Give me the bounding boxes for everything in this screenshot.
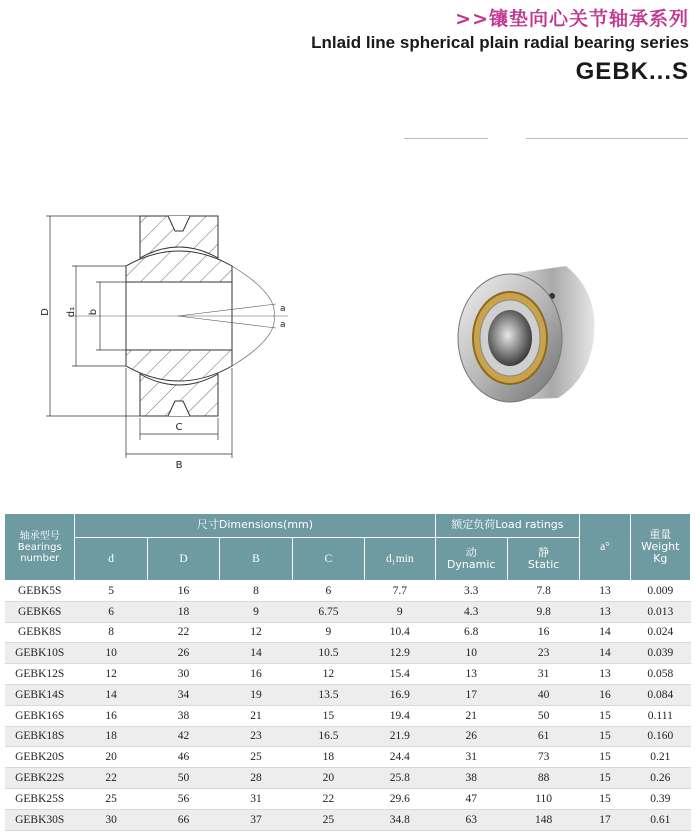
cell-bearing-number: GEBK14S xyxy=(5,684,75,705)
table-row xyxy=(5,581,691,602)
cell-C: 25 xyxy=(292,809,364,830)
cell-weight: 0.111 xyxy=(630,705,690,726)
cell-angle: 13 xyxy=(580,601,630,622)
label-B: B xyxy=(175,460,183,471)
table-row xyxy=(5,768,691,789)
cell-dynamic: 47 xyxy=(435,788,507,809)
series-code: GEBK...S xyxy=(575,58,689,85)
header-bearing-number-cn: 轴承型号 xyxy=(19,530,60,542)
cell-weight: 0.39 xyxy=(630,788,690,809)
cell-d: 22 xyxy=(75,768,147,789)
header-D: D xyxy=(147,538,219,581)
table-row xyxy=(5,705,691,726)
cell-D: 22 xyxy=(147,622,219,643)
cell-d1min: 21.9 xyxy=(365,726,435,747)
header-dynamic-cn: 动 xyxy=(465,545,477,559)
cell-D: 26 xyxy=(147,643,219,664)
header-B: B xyxy=(220,538,292,581)
cell-dynamic: 21 xyxy=(435,705,507,726)
header-static-cn: 静 xyxy=(538,545,550,559)
cell-D: 34 xyxy=(147,684,219,705)
header-load-ratings-group: 额定负荷Load ratings xyxy=(435,514,580,538)
cell-d1min: 34.8 xyxy=(365,809,435,830)
cell-D: 42 xyxy=(147,726,219,747)
cell-C: 13.5 xyxy=(292,684,364,705)
header-angle: a° xyxy=(580,514,630,581)
cell-d: 18 xyxy=(75,726,147,747)
cell-angle: 13 xyxy=(580,664,630,685)
cell-B: 19 xyxy=(220,684,292,705)
table-row xyxy=(5,601,691,622)
cell-d1min: 19.4 xyxy=(365,705,435,726)
cell-C: 6.75 xyxy=(292,601,364,622)
cell-dynamic: 4.3 xyxy=(435,601,507,622)
cell-d1min: 9 xyxy=(365,601,435,622)
cell-static: 7.8 xyxy=(507,581,579,602)
cell-dynamic: 13 xyxy=(435,664,507,685)
cell-d1min: 16.9 xyxy=(365,684,435,705)
cell-angle: 14 xyxy=(580,643,630,664)
cell-dynamic: 26 xyxy=(435,726,507,747)
cell-d1min: 7.7 xyxy=(365,581,435,602)
cell-d: 20 xyxy=(75,747,147,768)
cell-bearing-number: GEBK12S xyxy=(5,664,75,685)
cell-static: 73 xyxy=(507,747,579,768)
cell-B: 21 xyxy=(220,705,292,726)
cell-bearing-number: GEBK18S xyxy=(5,726,75,747)
cell-C: 6 xyxy=(292,581,364,602)
divider-line-left xyxy=(404,138,488,139)
label-C: C xyxy=(175,422,183,433)
header-weight-cn: 重量 xyxy=(649,527,672,541)
cell-C: 20 xyxy=(292,768,364,789)
header-weight-unit: Kg xyxy=(653,552,668,566)
cell-bearing-number: GEBK22S xyxy=(5,768,75,789)
cell-bearing-number: GEBK8S xyxy=(5,622,75,643)
cell-bearing-number: GEBK16S xyxy=(5,705,75,726)
header-d: d xyxy=(75,538,147,581)
cell-bearing-number: GEBK5S xyxy=(5,581,75,602)
cell-weight: 0.160 xyxy=(630,726,690,747)
table-row xyxy=(5,664,691,685)
cell-d1min: 29.6 xyxy=(365,788,435,809)
cell-B: 23 xyxy=(220,726,292,747)
cell-static: 16 xyxy=(507,622,579,643)
cell-D: 16 xyxy=(147,581,219,602)
cell-weight: 0.058 xyxy=(630,664,690,685)
label-a-top: a xyxy=(280,304,286,314)
header-C: C xyxy=(292,538,364,581)
cell-B: 37 xyxy=(220,809,292,830)
cell-static: 88 xyxy=(507,768,579,789)
table-row xyxy=(5,643,691,664)
specifications-table xyxy=(4,513,691,831)
dimension-lines xyxy=(46,216,232,458)
header-dynamic-en: Dynamic xyxy=(446,558,496,571)
table-body xyxy=(5,581,691,831)
cell-B: 16 xyxy=(220,664,292,685)
cell-angle: 15 xyxy=(580,726,630,747)
cell-d1min: 25.8 xyxy=(365,768,435,789)
cell-dynamic: 6.8 xyxy=(435,622,507,643)
cell-d: 14 xyxy=(75,684,147,705)
cell-B: 31 xyxy=(220,788,292,809)
table-row xyxy=(5,726,691,747)
cell-B: 25 xyxy=(220,747,292,768)
cell-d: 30 xyxy=(75,809,147,830)
cell-B: 9 xyxy=(220,601,292,622)
cell-d1min: 24.4 xyxy=(365,747,435,768)
cell-d: 5 xyxy=(75,581,147,602)
header-static-en: Static xyxy=(527,558,560,571)
header-bearing-number xyxy=(5,514,75,581)
cell-angle: 15 xyxy=(580,747,630,768)
cell-d: 10 xyxy=(75,643,147,664)
cell-D: 66 xyxy=(147,809,219,830)
table-row xyxy=(5,747,691,768)
cell-d1min: 10.4 xyxy=(365,622,435,643)
cell-static: 23 xyxy=(507,643,579,664)
cell-d: 6 xyxy=(75,601,147,622)
cell-static: 61 xyxy=(507,726,579,747)
header-d1min: d₁min xyxy=(365,538,435,581)
cell-C: 15 xyxy=(292,705,364,726)
cell-bearing-number: GEBK20S xyxy=(5,747,75,768)
cell-d: 25 xyxy=(75,788,147,809)
cell-dynamic: 31 xyxy=(435,747,507,768)
cell-angle: 17 xyxy=(580,809,630,830)
cell-B: 14 xyxy=(220,643,292,664)
divider-line-right xyxy=(526,138,688,139)
cell-weight: 0.024 xyxy=(630,622,690,643)
table-row xyxy=(5,684,691,705)
series-title-en: Lnlaid line spherical plain radial bearing series xyxy=(311,33,689,52)
cell-C: 12 xyxy=(292,664,364,685)
cell-weight: 0.26 xyxy=(630,768,690,789)
cell-C: 10.5 xyxy=(292,643,364,664)
cell-dynamic: 17 xyxy=(435,684,507,705)
label-d1: d₁ xyxy=(66,306,77,318)
cell-angle: 15 xyxy=(580,768,630,789)
cell-C: 18 xyxy=(292,747,364,768)
label-b: b xyxy=(88,308,99,316)
cell-D: 38 xyxy=(147,705,219,726)
bearing-section-drawing xyxy=(28,196,318,480)
cell-B: 12 xyxy=(220,622,292,643)
cell-static: 148 xyxy=(507,809,579,830)
header-static xyxy=(507,538,579,581)
header-dynamic xyxy=(435,538,507,581)
cell-C: 16.5 xyxy=(292,726,364,747)
cell-angle: 14 xyxy=(580,622,630,643)
cell-static: 40 xyxy=(507,684,579,705)
cell-D: 30 xyxy=(147,664,219,685)
cell-bearing-number: GEBK6S xyxy=(5,601,75,622)
cell-angle: 15 xyxy=(580,788,630,809)
cell-bearing-number: GEBK25S xyxy=(5,788,75,809)
label-a-bottom: a xyxy=(280,320,286,330)
table-row xyxy=(5,809,691,830)
cell-bearing-number: GEBK30S xyxy=(5,809,75,830)
cell-D: 50 xyxy=(147,768,219,789)
cell-C: 9 xyxy=(292,622,364,643)
cell-d: 8 xyxy=(75,622,147,643)
cell-dynamic: 63 xyxy=(435,809,507,830)
table-row xyxy=(5,622,691,643)
cell-d: 16 xyxy=(75,705,147,726)
label-D: D xyxy=(40,308,51,316)
cell-static: 110 xyxy=(507,788,579,809)
cell-D: 18 xyxy=(147,601,219,622)
series-title-cn: >>镶垫向心关节轴承系列 xyxy=(455,8,689,30)
table-row xyxy=(5,788,691,809)
cell-d: 12 xyxy=(75,664,147,685)
cell-weight: 0.61 xyxy=(630,809,690,830)
cell-weight: 0.013 xyxy=(630,601,690,622)
header-dimensions-group: 尺寸Dimensions(mm) xyxy=(75,514,435,538)
cell-weight: 0.009 xyxy=(630,581,690,602)
cell-weight: 0.21 xyxy=(630,747,690,768)
cell-bearing-number: GEBK10S xyxy=(5,643,75,664)
cell-dynamic: 3.3 xyxy=(435,581,507,602)
cell-weight: 0.039 xyxy=(630,643,690,664)
cell-B: 28 xyxy=(220,768,292,789)
cell-angle: 15 xyxy=(580,705,630,726)
cell-d1min: 15.4 xyxy=(365,664,435,685)
cell-D: 56 xyxy=(147,788,219,809)
cell-C: 22 xyxy=(292,788,364,809)
cell-static: 50 xyxy=(507,705,579,726)
bearing-photo xyxy=(448,252,608,412)
cell-d1min: 12.9 xyxy=(365,643,435,664)
cell-D: 46 xyxy=(147,747,219,768)
cell-static: 31 xyxy=(507,664,579,685)
header-bearing-number-en: Bearings number xyxy=(17,541,62,564)
cell-dynamic: 38 xyxy=(435,768,507,789)
header-weight xyxy=(630,514,690,581)
cell-angle: 16 xyxy=(580,684,630,705)
cell-angle: 13 xyxy=(580,581,630,602)
cell-static: 9.8 xyxy=(507,601,579,622)
cell-B: 8 xyxy=(220,581,292,602)
header-weight-en: Weight xyxy=(641,539,680,553)
cell-dynamic: 10 xyxy=(435,643,507,664)
cell-weight: 0.084 xyxy=(630,684,690,705)
